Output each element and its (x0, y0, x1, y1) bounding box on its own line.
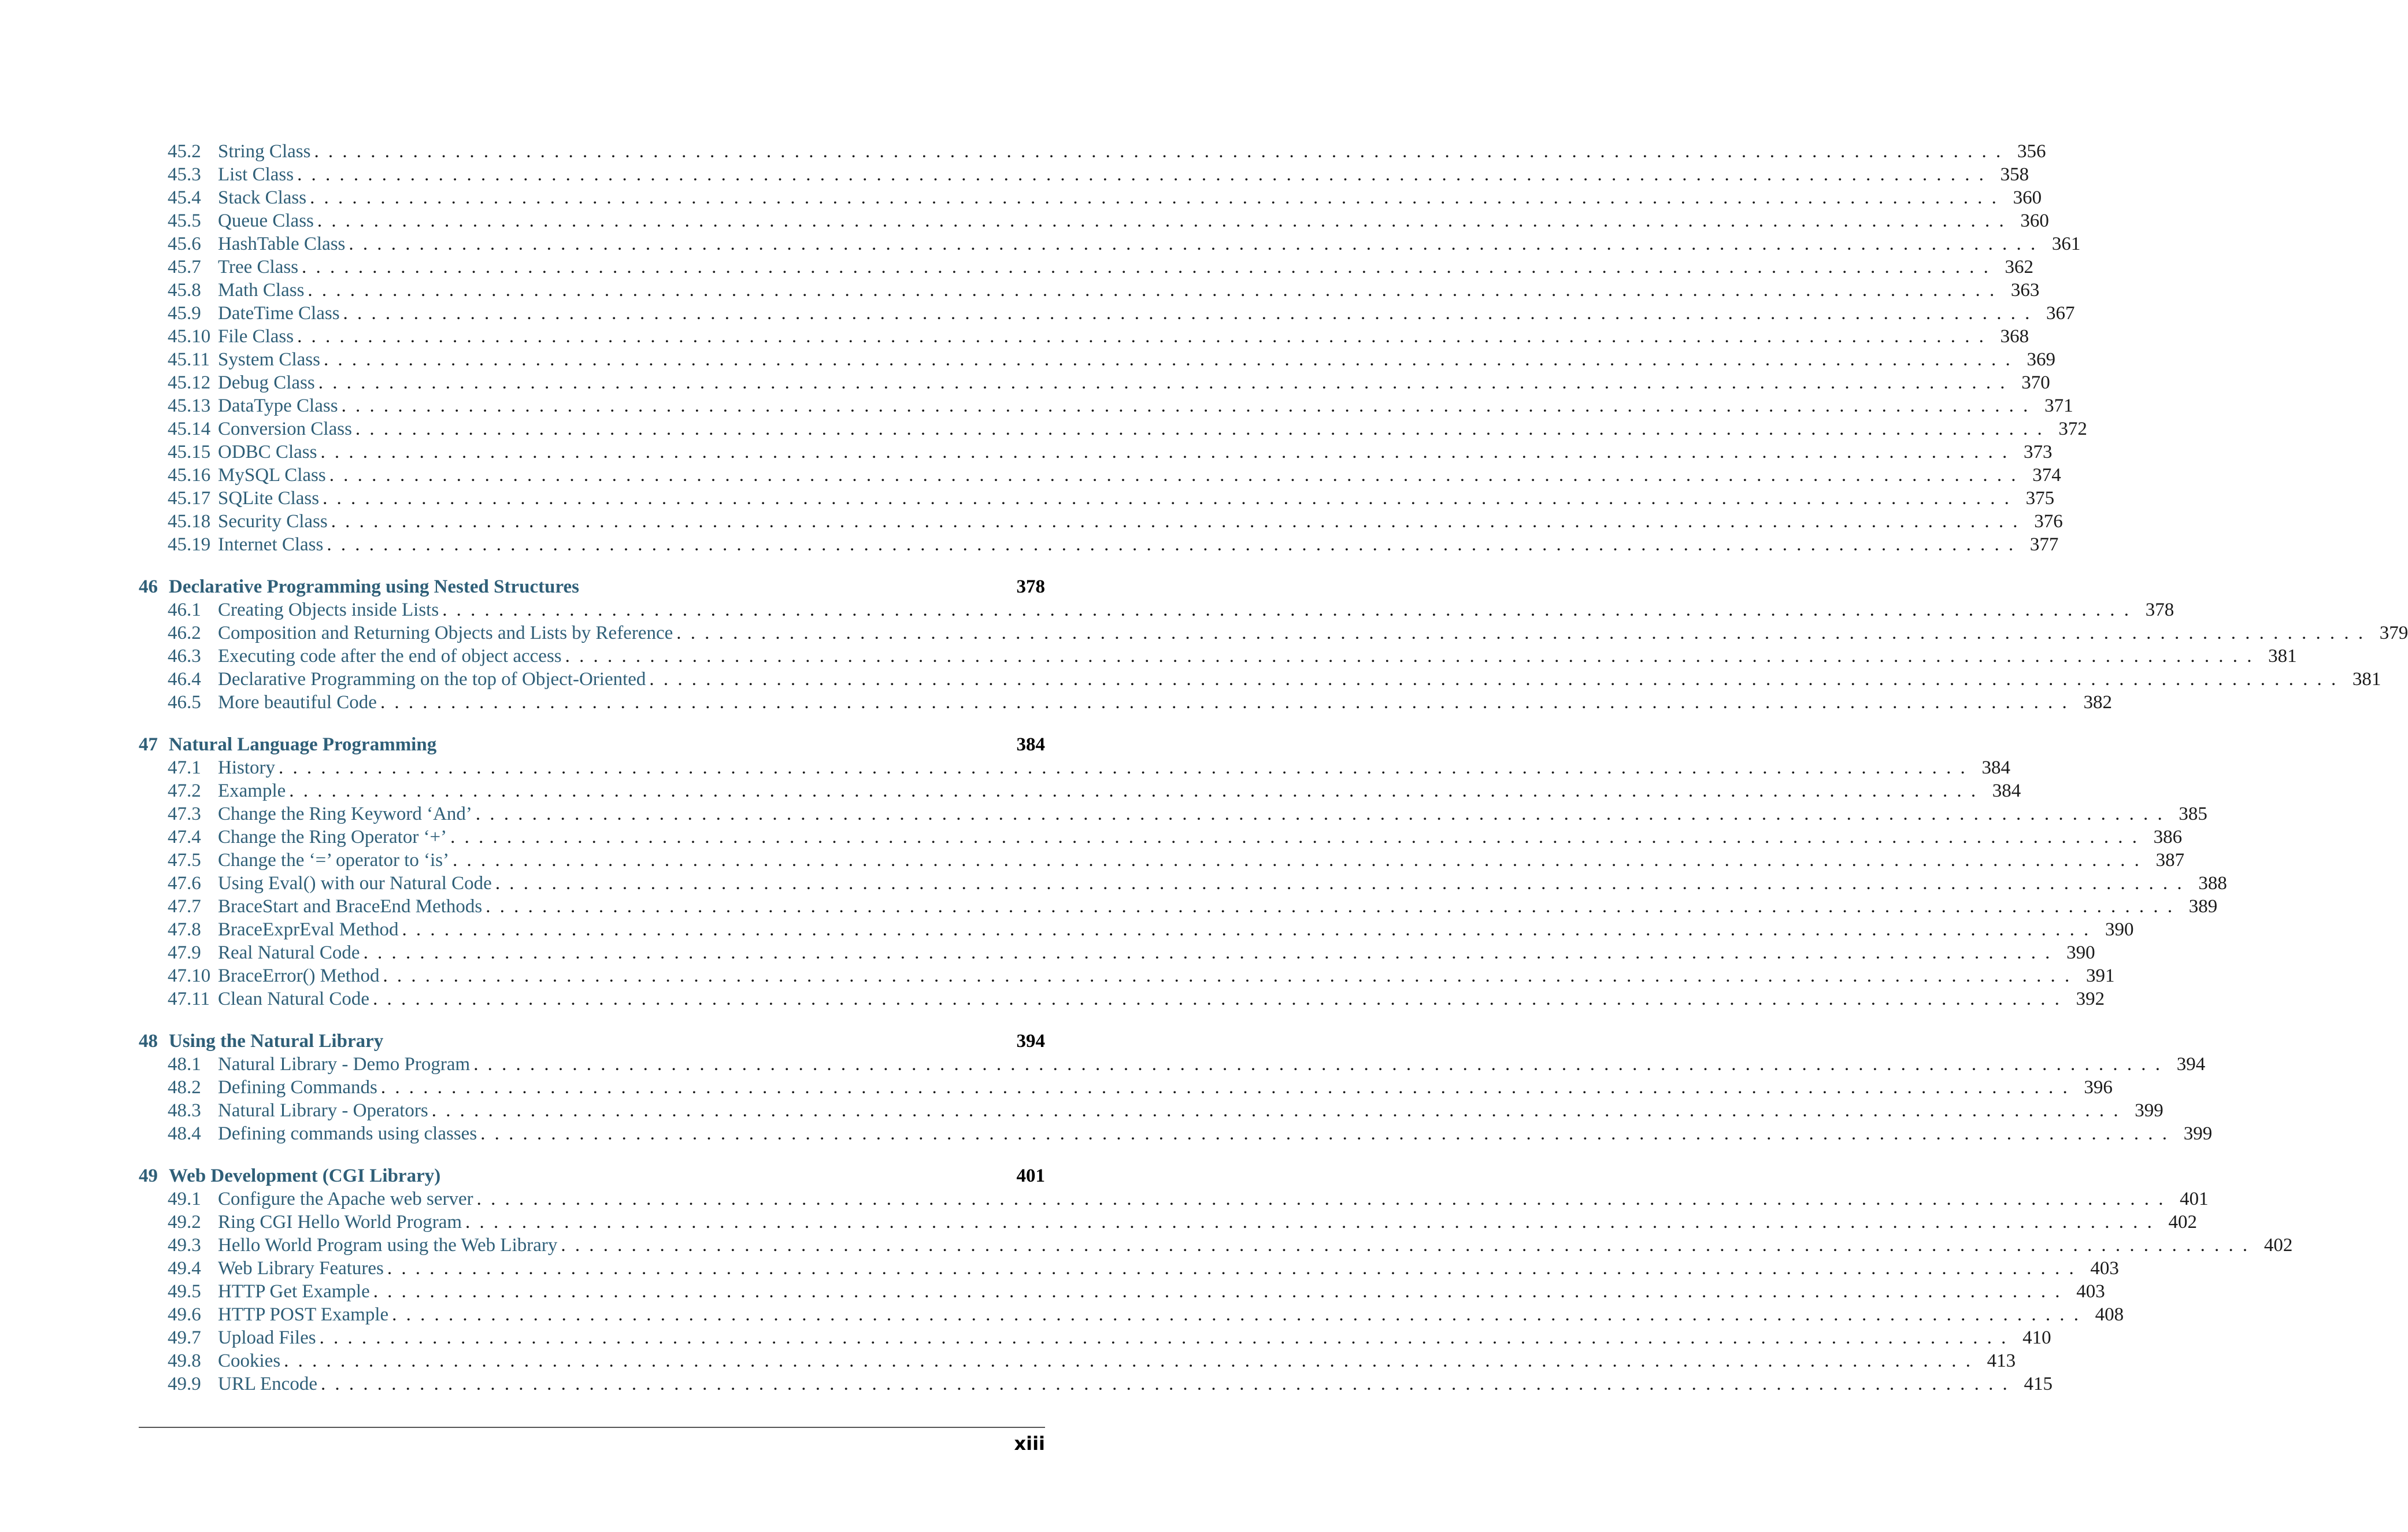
toc-section-entry[interactable] (139, 1326, 2051, 1349)
toc-entry-page[interactable]: 373 (2023, 442, 2053, 462)
toc-entry-title[interactable]: Math Class (218, 280, 305, 301)
toc-entry-title[interactable]: String Class (218, 141, 311, 162)
toc-chapter-entry[interactable] (139, 733, 1045, 756)
toc-entry-title[interactable]: SQLite Class (218, 488, 320, 509)
toc-chapter-entry[interactable] (139, 575, 1045, 598)
toc-entry-page[interactable]: 415 (2024, 1374, 2053, 1394)
dot-leader: ........................................................................................................................ (308, 280, 2004, 301)
toc-entry-page[interactable]: 385 (2179, 804, 2207, 824)
toc-entry-page[interactable]: 413 (1987, 1350, 2016, 1371)
toc-entry-title[interactable]: Change the Ring Operator ‘+’ (218, 827, 447, 848)
toc-entry-page[interactable]: 402 (2263, 1235, 2293, 1256)
toc-entry-page[interactable]: 360 (2020, 210, 2049, 231)
toc-section-entry[interactable] (139, 1076, 2113, 1099)
toc-section-entry[interactable] (139, 1372, 2053, 1396)
dot-leader: ........................................................................................................................ (284, 1350, 1980, 1371)
toc-entry-title[interactable]: Declarative Programming using Nested Structures (169, 576, 579, 597)
toc-entry-title[interactable]: HashTable Class (218, 234, 346, 254)
toc-entry-number[interactable]: 48.2 (168, 1077, 201, 1098)
toc-entry-number[interactable]: 46.4 (168, 669, 201, 690)
toc-section-entry[interactable] (139, 756, 2010, 779)
toc-entry-number[interactable]: 47.8 (168, 919, 201, 940)
toc-section-entry[interactable] (139, 232, 2081, 256)
dot-leader: ........................................................................................................................ (323, 349, 2020, 370)
toc-section-entry[interactable] (139, 779, 2021, 802)
toc-entry-page[interactable]: 401 (1016, 1165, 1045, 1186)
toc-section-entry[interactable] (139, 668, 2381, 691)
toc-entry-title[interactable]: File Class (218, 326, 294, 347)
toc-entry-number[interactable]: 45.17 (168, 488, 211, 509)
toc-entry-page[interactable]: 402 (2168, 1212, 2198, 1233)
dot-leader: ........................................................................................................................ (327, 534, 2023, 555)
toc-entry-number[interactable]: 48.1 (168, 1054, 201, 1075)
dot-leader: ........................................................................................................................ (476, 1189, 2173, 1209)
toc-entry-number[interactable]: 45.15 (168, 442, 211, 462)
toc-section-entry[interactable] (139, 598, 2174, 621)
toc-entry-title[interactable]: Ring CGI Hello World Program (218, 1212, 462, 1233)
toc-entry-page[interactable]: 387 (2155, 850, 2185, 871)
toc-entry-number[interactable]: 48.3 (168, 1100, 201, 1121)
dot-leader: ........................................................................................................................ (349, 234, 2045, 254)
toc-entry-number[interactable]: 49.4 (168, 1258, 201, 1279)
toc-section-entry[interactable] (139, 302, 2075, 325)
toc-entry-number[interactable]: 47.6 (168, 873, 201, 894)
toc-section-entry[interactable] (139, 964, 2115, 987)
toc-entry-title[interactable]: List Class (218, 164, 294, 185)
toc-entry-page[interactable]: 381 (2352, 669, 2381, 690)
dot-leader: ........................................................................................................................ (442, 600, 2139, 620)
dot-leader: ........................................................................................................................ (279, 757, 1974, 778)
toc-entry-page[interactable]: 368 (2000, 326, 2029, 347)
toc-entry-number[interactable]: 45.10 (168, 326, 211, 347)
toc-entry-title[interactable]: Natural Library - Operators (218, 1100, 428, 1121)
dot-leader: ........................................................................................................................ (676, 623, 2373, 643)
toc-section-entry[interactable] (139, 918, 2134, 941)
toc-entry-page[interactable]: 382 (2083, 692, 2112, 713)
toc-entry-number[interactable]: 45.6 (168, 234, 201, 254)
dot-leader: ........................................................................................................................ (329, 465, 2025, 486)
toc-entry-number[interactable]: 45.16 (168, 465, 211, 486)
toc-chapter-entry[interactable] (139, 1030, 1045, 1053)
toc-entry-number[interactable]: 47.11 (168, 989, 210, 1009)
toc-entry-number[interactable]: 45.8 (168, 280, 201, 301)
dot-leader: ........................................................................................................................ (310, 187, 2006, 208)
toc-entry-page[interactable]: 374 (2032, 465, 2061, 486)
toc-entry-title[interactable]: Tree Class (218, 257, 299, 277)
toc-entry-title[interactable]: BraceExprEval Method (218, 919, 399, 940)
toc-entry-number[interactable]: 45.4 (168, 187, 201, 208)
dot-leader: ........................................................................................................................ (431, 1100, 2128, 1121)
dot-leader: ........................................................................................................................ (343, 303, 2039, 324)
toc-entry-title[interactable]: Real Natural Code (218, 942, 360, 963)
toc-entry-title[interactable]: Change the Ring Keyword ‘And’ (218, 804, 472, 824)
toc-entry-title[interactable]: BraceError() Method (218, 965, 380, 986)
toc-entry-title[interactable]: Upload Files (218, 1327, 316, 1348)
dot-leader: ........................................................................................................................ (402, 919, 2098, 940)
toc-entry-number[interactable]: 47.3 (168, 804, 201, 824)
toc-entry-title[interactable]: Executing code after the end of object access (218, 646, 562, 667)
dot-leader: ........................................................................................................................ (453, 850, 2149, 871)
toc-entry-page[interactable]: 384 (1981, 757, 2010, 778)
toc-entry-page[interactable]: 369 (2027, 349, 2055, 370)
toc-section-entry[interactable] (139, 1303, 2124, 1326)
toc-entry-page[interactable]: 386 (2153, 827, 2183, 848)
dot-leader: ........................................................................................................................ (649, 669, 2346, 690)
dot-leader: ........................................................................................................................ (318, 372, 2014, 393)
toc-entry-number[interactable]: 45.5 (168, 210, 201, 231)
toc-entry-title[interactable]: URL Encode (218, 1374, 317, 1394)
toc-section-entry[interactable] (139, 895, 2218, 918)
toc-section-entry[interactable] (139, 987, 2105, 1011)
toc-entry-title[interactable]: BraceStart and BraceEnd Methods (218, 896, 483, 917)
toc-entry-page[interactable]: 403 (2090, 1258, 2119, 1279)
toc-section-entry[interactable] (139, 140, 2046, 163)
toc-entry-page[interactable]: 381 (2268, 646, 2297, 667)
dot-leader: ........................................................................................................................ (383, 965, 2079, 986)
toc-section-entry[interactable] (139, 209, 2049, 232)
toc-entry-page[interactable]: 410 (2022, 1327, 2051, 1348)
toc-entry-page[interactable]: 372 (2058, 419, 2087, 439)
toc-entry-page[interactable]: 378 (2145, 600, 2174, 620)
toc-entry-page[interactable]: 403 (2076, 1281, 2105, 1302)
toc-entry-page[interactable]: 399 (2183, 1123, 2213, 1144)
toc-entry-number[interactable]: 49.2 (168, 1212, 201, 1233)
dot-leader: ........................................................................................................................ (473, 1054, 2170, 1075)
toc-entry-title[interactable]: HTTP Get Example (218, 1281, 370, 1302)
toc-entry-title[interactable]: Debug Class (218, 372, 315, 393)
toc-section-entry[interactable] (139, 826, 2183, 849)
toc-entry-page[interactable]: 396 (2084, 1077, 2113, 1098)
toc-entry-page[interactable]: 391 (2085, 965, 2115, 986)
dot-leader: ........................................................................................................................ (297, 326, 1994, 347)
toc-entry-page[interactable]: 388 (2198, 873, 2227, 894)
toc-entry-title[interactable]: Using Eval() with our Natural Code (218, 873, 492, 894)
toc-entry-number[interactable]: 49 (139, 1165, 158, 1186)
toc-entry-page[interactable]: 370 (2021, 372, 2050, 393)
toc-entry-number[interactable]: 47.10 (168, 965, 211, 986)
toc-entry-number[interactable]: 45.18 (168, 511, 211, 532)
dot-leader: ........................................................................................................................ (314, 141, 2010, 162)
toc-section-entry[interactable] (139, 441, 2053, 464)
toc-entry-title[interactable]: Web Development (CGI Library) (169, 1165, 441, 1186)
toc-entry-number[interactable]: 49.7 (168, 1327, 201, 1348)
toc-section-entry[interactable] (139, 621, 2408, 645)
toc-entry-title[interactable]: Configure the Apache web server (218, 1189, 473, 1209)
toc-section-entry[interactable] (139, 691, 2112, 714)
dot-leader: ........................................................................................................................ (565, 646, 2261, 667)
table-of-contents (139, 140, 2408, 1396)
toc-entry-number[interactable]: 47.4 (168, 827, 201, 848)
toc-section-entry[interactable] (139, 1122, 2213, 1145)
toc-entry-page[interactable]: 367 (2046, 303, 2075, 324)
toc-section-entry[interactable] (139, 1053, 2206, 1076)
dot-leader: ........................................................................................................................ (341, 395, 2037, 416)
toc-entry-number[interactable]: 45.12 (168, 372, 211, 393)
toc-entry-title[interactable]: Declarative Programming on the top of Object-Oriented (218, 669, 646, 690)
dot-leader: ........................................................................................................................ (331, 511, 2027, 532)
toc-entry-page[interactable]: 356 (2017, 141, 2046, 162)
dot-leader: ........................................................................................................................ (289, 780, 1985, 801)
toc-entry-number[interactable]: 49.3 (168, 1235, 201, 1256)
toc-entry-number[interactable]: 49.8 (168, 1350, 201, 1371)
dot-leader: ........................................................................................................................ (480, 1123, 2177, 1144)
dot-leader: ........................................................................................................................ (297, 164, 1994, 185)
toc-entry-page[interactable]: 379 (2379, 623, 2408, 643)
toc-section-entry[interactable] (139, 163, 2029, 186)
toc-entry-page[interactable]: 394 (2176, 1054, 2206, 1075)
toc-entry-title[interactable]: DateTime Class (218, 303, 340, 324)
toc-entry-number[interactable]: 49.9 (168, 1374, 201, 1394)
dot-leader: ........................................................................................................................ (302, 257, 1998, 277)
toc-entry-page[interactable]: 399 (2135, 1100, 2164, 1121)
toc-entry-number[interactable]: 48 (139, 1031, 158, 1052)
toc-entry-page[interactable]: 390 (2105, 919, 2134, 940)
toc-entry-title[interactable]: Clean Natural Code (218, 989, 370, 1009)
toc-entry-page[interactable]: 408 (2095, 1304, 2124, 1325)
dot-leader: ........................................................................................................................ (475, 804, 2172, 824)
toc-entry-page[interactable]: 401 (2180, 1189, 2209, 1209)
toc-entry-title[interactable]: Creating Objects inside Lists (218, 600, 439, 620)
dot-leader: ........................................................................................................................ (323, 488, 2019, 509)
toc-entry-page[interactable]: 377 (2029, 534, 2059, 555)
toc-entry-title[interactable]: Defining Commands (218, 1077, 377, 1098)
dot-leader: ........................................................................................................................ (486, 896, 2182, 917)
toc-entry-number[interactable]: 47.2 (168, 780, 201, 801)
toc-entry-page[interactable]: 384 (1016, 734, 1045, 755)
dot-leader: ........................................................................................................................ (355, 419, 2051, 439)
toc-section-entry[interactable] (139, 1187, 2209, 1211)
dot-leader: ........................................................................................................................ (363, 942, 2059, 963)
toc-entry-title[interactable]: Conversion Class (218, 419, 352, 439)
toc-entry-page[interactable]: 363 (2010, 280, 2040, 301)
toc-entry-title[interactable]: Stack Class (218, 187, 307, 208)
toc-entry-page[interactable]: 362 (2005, 257, 2034, 277)
toc-entry-number[interactable]: 47.7 (168, 896, 201, 917)
toc-entry-title[interactable]: Change the ‘=’ operator to ‘is’ (218, 850, 450, 871)
toc-entry-number[interactable]: 45.11 (168, 349, 210, 370)
dot-leader: ........................................................................................................................ (373, 989, 2069, 1009)
toc-entry-title[interactable]: Internet Class (218, 534, 324, 555)
toc-section-entry[interactable] (139, 186, 2042, 209)
toc-entry-page[interactable]: 375 (2025, 488, 2055, 509)
toc-entry-number[interactable]: 46.3 (168, 646, 201, 667)
toc-section-entry[interactable] (139, 487, 2055, 510)
toc-entry-title[interactable]: DataType Class (218, 395, 338, 416)
toc-section-entry[interactable] (139, 510, 2063, 533)
toc-entry-title[interactable]: More beautiful Code (218, 692, 377, 713)
dot-leader: ........................................................................................................................ (380, 1077, 2077, 1098)
toc-section-entry[interactable] (139, 533, 2059, 556)
toc-entry-title[interactable]: HTTP POST Example (218, 1304, 389, 1325)
toc-entry-number[interactable]: 45.19 (168, 534, 211, 555)
dot-leader: ........................................................................................................................ (317, 210, 2013, 231)
toc-entry-number[interactable]: 45.2 (168, 141, 201, 162)
toc-entry-title[interactable]: Natural Language Programming (169, 734, 437, 755)
toc-entry-page[interactable]: 361 (2051, 234, 2081, 254)
toc-section-entry[interactable] (139, 371, 2050, 394)
toc-section-entry[interactable] (139, 394, 2073, 417)
dot-leader: ........................................................................................................................ (373, 1281, 2069, 1302)
dot-leader: ........................................................................................................................ (319, 1327, 2016, 1348)
toc-entry-number[interactable]: 47.1 (168, 757, 201, 778)
dot-leader: ........................................................................................................................ (561, 1235, 2257, 1256)
dot-leader: ........................................................................................................................ (450, 827, 2147, 848)
toc-section-entry[interactable] (139, 872, 2227, 895)
toc-entry-title[interactable]: Example (218, 780, 286, 801)
toc-entry-title[interactable]: Queue Class (218, 210, 314, 231)
toc-entry-page[interactable]: 360 (2013, 187, 2042, 208)
toc-section-entry[interactable] (139, 417, 2087, 441)
toc-entry-page[interactable]: 371 (2044, 395, 2073, 416)
dot-leader: ........................................................................................................................ (465, 1212, 2162, 1233)
toc-section-entry[interactable] (139, 325, 2029, 348)
toc-entry-number[interactable]: 46.1 (168, 600, 201, 620)
toc-section-entry[interactable] (139, 802, 2207, 826)
toc-entry-title[interactable]: MySQL Class (218, 465, 326, 486)
toc-section-entry[interactable] (139, 941, 2095, 964)
toc-entry-page[interactable]: 384 (1992, 780, 2021, 801)
toc-entry-page[interactable]: 389 (2188, 896, 2218, 917)
toc-entry-title[interactable]: History (218, 757, 275, 778)
toc-entry-title[interactable]: Cookies (218, 1350, 281, 1371)
toc-section-entry[interactable] (139, 1349, 2016, 1372)
toc-entry-number[interactable]: 49.1 (168, 1189, 201, 1209)
toc-entry-title[interactable]: Using the Natural Library (169, 1031, 384, 1052)
toc-entry-title[interactable]: Defining commands using classes (218, 1123, 477, 1144)
footer-divider (139, 1427, 1045, 1428)
toc-entry-number[interactable]: 47.9 (168, 942, 201, 963)
toc-entry-number[interactable]: 47.5 (168, 850, 201, 871)
toc-entry-title[interactable]: ODBC Class (218, 442, 317, 462)
toc-entry-title[interactable]: System Class (218, 349, 320, 370)
toc-entry-page[interactable]: 392 (2076, 989, 2105, 1009)
toc-entry-number[interactable]: 49.5 (168, 1281, 201, 1302)
toc-entry-title[interactable]: Security Class (218, 511, 328, 532)
dot-leader: ........................................................................................................................ (392, 1304, 2088, 1325)
toc-entry-number[interactable]: 45.9 (168, 303, 201, 324)
toc-section-entry[interactable] (139, 256, 2034, 279)
toc-section-entry[interactable] (139, 849, 2185, 872)
dot-leader: ........................................................................................................................ (495, 873, 2191, 894)
toc-entry-title[interactable]: Hello World Program using the Web Library (218, 1235, 558, 1256)
toc-entry-number[interactable]: 48.4 (168, 1123, 201, 1144)
toc-entry-page[interactable]: 378 (1016, 576, 1045, 597)
toc-entry-title[interactable]: Composition and Returning Objects and Lists by Reference (218, 623, 673, 643)
toc-entry-number[interactable]: 45.3 (168, 164, 201, 185)
toc-section-entry[interactable] (139, 1099, 2164, 1122)
toc-entry-number[interactable]: 45.14 (168, 419, 211, 439)
toc-entry-page[interactable]: 394 (1016, 1031, 1045, 1052)
toc-entry-number[interactable]: 47 (139, 734, 158, 755)
toc-entry-number[interactable]: 46 (139, 576, 158, 597)
toc-entry-number[interactable]: 46.5 (168, 692, 201, 713)
dot-leader: ........................................................................................................................ (320, 442, 2017, 462)
toc-section-entry[interactable] (139, 645, 2297, 668)
toc-entry-number[interactable]: 46.2 (168, 623, 201, 643)
toc-section-entry[interactable] (139, 1211, 2198, 1234)
toc-section-entry[interactable] (139, 1257, 2119, 1280)
dot-leader: ........................................................................................................................ (320, 1374, 2017, 1394)
toc-entry-page[interactable]: 390 (2066, 942, 2095, 963)
toc-section-entry[interactable] (139, 1280, 2105, 1303)
toc-section-entry[interactable] (139, 1234, 2293, 1257)
toc-section-entry[interactable] (139, 348, 2055, 371)
toc-entry-number[interactable]: 45.7 (168, 257, 201, 277)
toc-entry-number[interactable]: 45.13 (168, 395, 211, 416)
page-number: xiii (1014, 1433, 1045, 1455)
toc-section-entry[interactable] (139, 279, 2040, 302)
toc-section-entry[interactable] (139, 464, 2061, 487)
toc-chapter-entry[interactable] (139, 1164, 1045, 1187)
toc-entry-title[interactable]: Natural Library - Demo Program (218, 1054, 471, 1075)
toc-entry-page[interactable]: 376 (2034, 511, 2063, 532)
toc-entry-number[interactable]: 49.6 (168, 1304, 201, 1325)
toc-entry-page[interactable]: 358 (2000, 164, 2029, 185)
dot-leader: ........................................................................................................................ (380, 692, 2076, 713)
dot-leader: ........................................................................................................................ (387, 1258, 2083, 1279)
toc-entry-title[interactable]: Web Library Features (218, 1258, 384, 1279)
